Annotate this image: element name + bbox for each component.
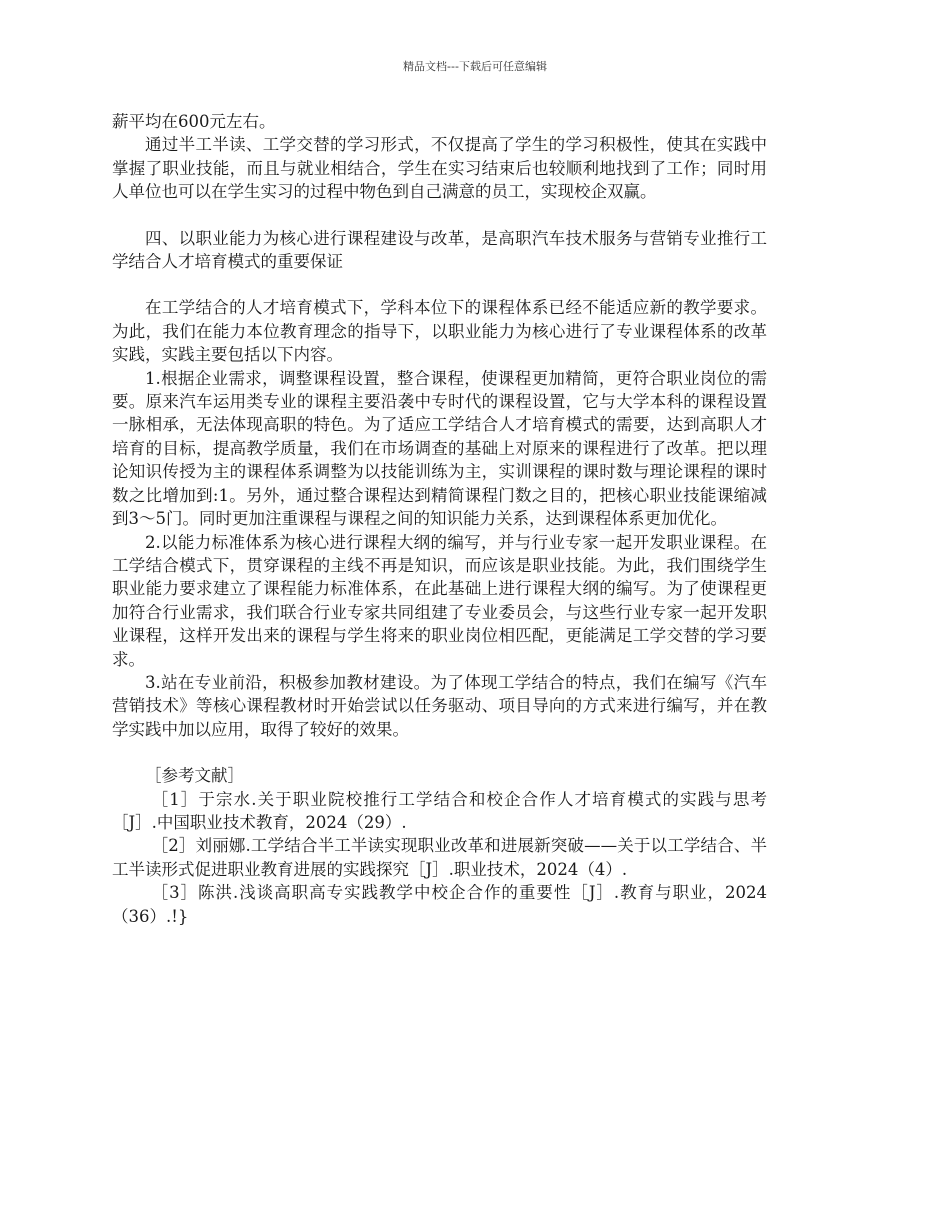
section-heading: 四、以职业能力为核心进行课程建设与改革，是高职汽车技术服务与营销专业推行工学结合人才培育模式的重要保证	[112, 228, 767, 272]
list-item-3: 3.站在专业前沿，积极参加教材建设。为了体现工学结合的特点，我们在编写《汽车营销技术》等核心课程教材时开始尝试以任务驱动、项目导向的方式来进行编写，并在教学实践中加以应用，取得了较好的效果。	[112, 672, 767, 739]
page-header: 精品文档---下载后可任意编辑	[403, 60, 547, 73]
paragraph-curriculum-intro: 在工学结合的人才培育模式下，学科本位下的课程体系已经不能适应新的教学要求。为此，我们在能力本位教育理念的指导下，以职业能力为核心进行了专业课程体系的改革实践，实践主要包括以下内容。	[112, 298, 767, 365]
spacer	[112, 273, 767, 296]
paragraph-work-study: 通过半工半读、工学交替的学习形式，不仅提高了学生的学习积极性，使其在实践中掌握了职业技能，而且与就业相结合，学生在实习结束后也较顺利地找到了工作；同时用人单位也可以在学生实习的过程中物色到自己满意的员工，实现校企双赢。	[112, 135, 767, 202]
document-body	[112, 110, 767, 928]
spacer	[112, 204, 767, 227]
reference-1: ［1］于宗水.关于职业院校推行工学结合和校企合作人才培育模式的实践与思考［J］.中国职业技术教育，2024（29）.	[112, 789, 767, 832]
references-title: ［参考文献］	[145, 766, 244, 786]
reference-3: ［3］陈洪.浅谈高职高专实践教学中校企合作的重要性［J］.教育与职业，2024（36）.!}	[112, 883, 767, 926]
reference-2: ［2］刘丽娜.工学结合半工半读实现职业改革和进展新突破——关于以工学结合、半工半读形式促进职业教育进展的实践探究［J］.职业技术，2024（4）.	[112, 836, 767, 879]
paragraph-salary: 薪平均在600元左右。	[112, 112, 276, 131]
list-item-1: 1.根据企业需求，调整课程设置，整合课程，使课程更加精简，更符合职业岗位的需要。原来汽车运用类专业的课程主要沿袭中专时代的课程设置，它与大学本科的课程设置一脉相承，无法体现高职的特色。为了适应工学结合人才培育模式的需要，达到高职人才培育的目标，提高教学质量，我们在市场调查的基础上对原来的课程进行了改革。把以理论知识传授为主的课程体系调整为以技能训练为主，实训课程的课时数与理论课程的课时数之比增加到:1。另外，通过整合课程达到精简课程门数之目的，把核心职业技能课缩减到3～5门。同时更加注重课程与课程之间的知识能力关系，达到课程体系更加优化。	[112, 368, 767, 529]
spacer	[112, 741, 767, 764]
list-item-2: 2.以能力标准体系为核心进行课程大纲的编写，并与行业专家一起开发职业课程。在工学结合模式下，贯穿课程的主线不再是知识，而应该是职业技能。为此，我们围绕学生职业能力要求建立了课程能力标准体系，在此基础上进行课程大纲的编写。为了使课程更加符合行业需求，我们联合行业专家共同组建了专业委员会，与这些行业专家一起开发职业课程，这样开发出来的课程与学生将来的职业岗位相匹配，更能满足工学交替的学习要求。	[112, 532, 767, 669]
